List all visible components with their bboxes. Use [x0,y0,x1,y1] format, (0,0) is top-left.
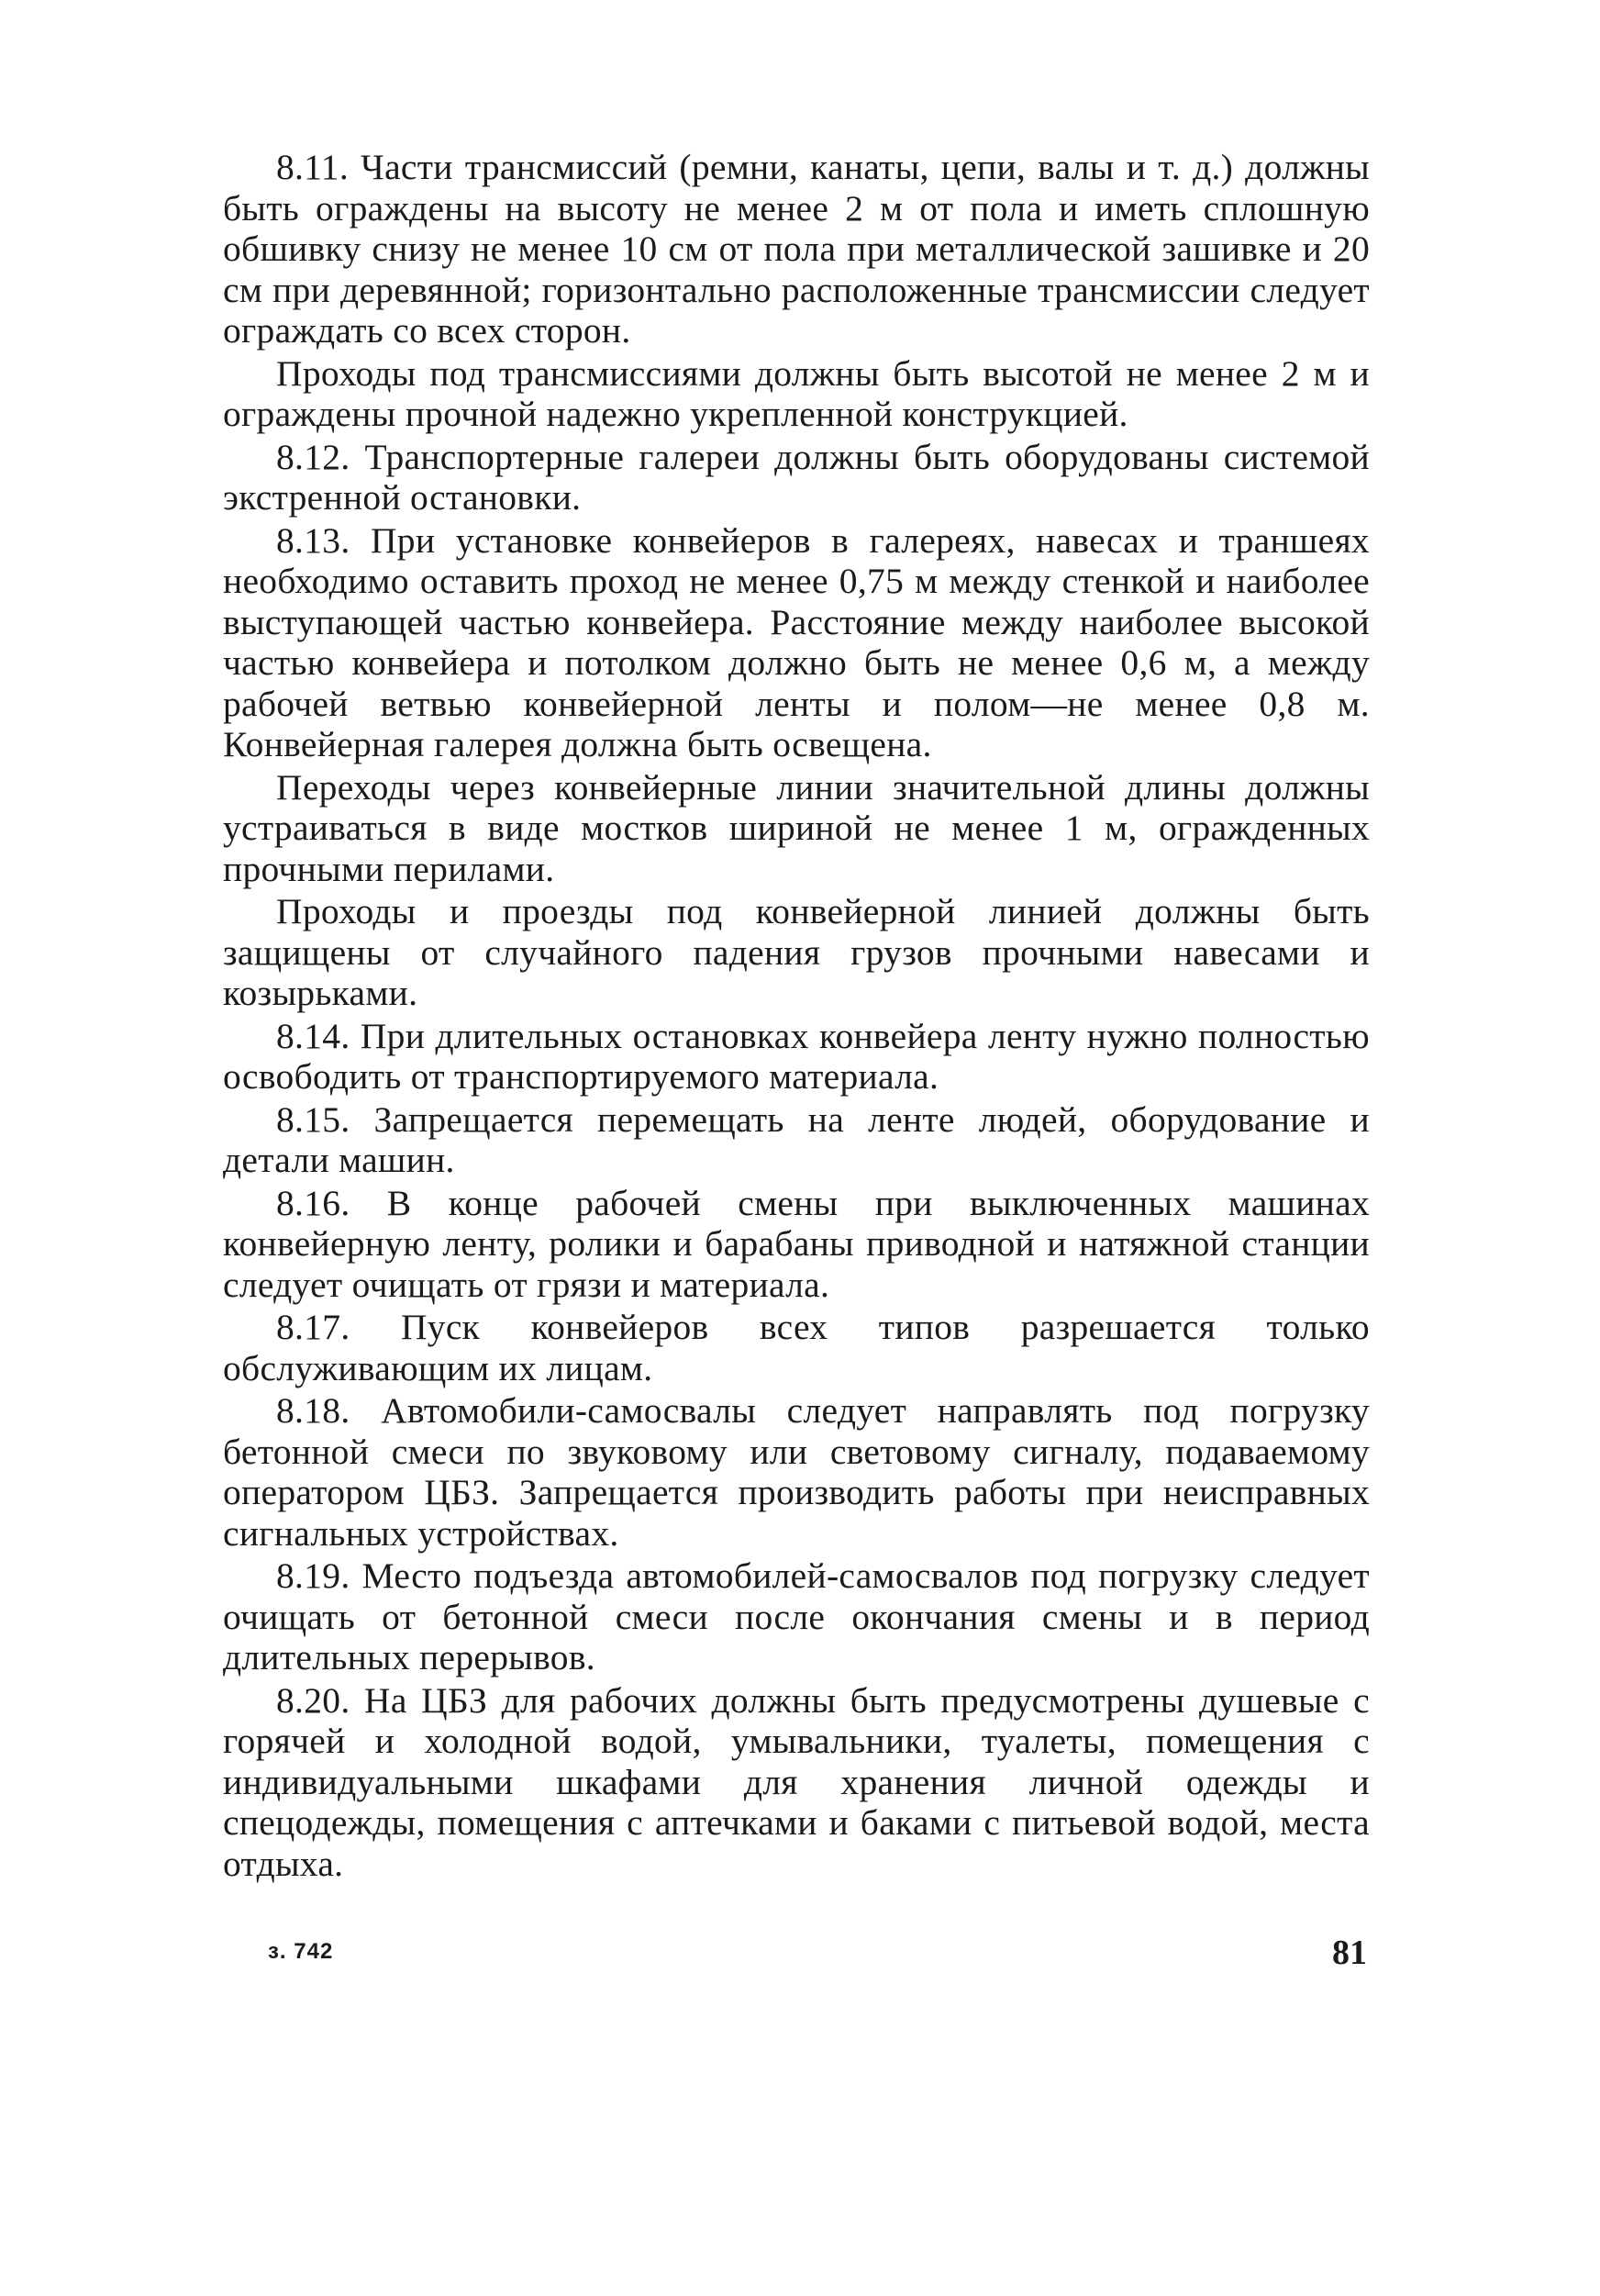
paragraph-8-17: 8.17. Пуск конвейеров всех типов разрешается только обслуживающим их лицам. [223,1307,1370,1388]
paragraph-8-12: 8.12. Транспортерные галереи должны быть оборудованы системой экстренной остановки. [223,436,1370,518]
paragraph-8-19: 8.19. Место подъезда автомобилей-самосвалов под погрузку следует очищать от бетонной смеси после окончания смены и в период длительных перерывов. [223,1555,1370,1677]
paragraph-8-11: 8.11. Части трансмиссий (ремни, канаты, цепи, валы и т. д.) должны быть ограждены на высоту не менее 2 м от пола и иметь сплошную обшивку снизу не менее 10 см от пола при металлической зашивке и 20 см при деревянной; горизонтально расположенные трансмиссии следует ограждать со всех сторон. [223,147,1370,351]
page-number: 81 [1332,1934,1367,1972]
paragraph-8-15: 8.15. Запрещается перемещать на ленте людей, оборудование и детали машин. [223,1098,1370,1180]
paragraph-8-16: 8.16. В конце рабочей смены при выключенных машинах конвейерную ленту, ролики и барабаны приводной и натяжной станции следует очищать от грязи и материала. [223,1182,1370,1305]
paragraph-8-20: 8.20. На ЦБЗ для рабочих должны быть предусмотрены душевые с горячей и холодной водой, умывальники, туалеты, помещения с индивидуальными шкафами для хранения личной одежды и спецодежды, помещения с аптечками и баками с питьевой водой, места отдыха. [223,1679,1370,1884]
paragraph-8-13-passages: Проходы и проезды под конвейерной линией должны быть защищены от случайного падения грузов прочными навесами и козырьками. [223,891,1370,1013]
paragraph-8-13-crossings: Переходы через конвейерные линии значительной длины должны устраиваться в виде мостков шириной не менее 1 м, огражденных прочными перилами. [223,766,1370,889]
paragraph-8-13: 8.13. При установке конвейеров в галереях, навесах и траншеях необходимо оставить проход не менее 0,75 м между стенкой и наиболее выступающей частью конвейера. Расстояние между наиболее высокой частью конвейера и потолком должно быть не менее 0,6 м, а между рабочей ветвью конвейерной ленты и полом—не менее 0,8 м. Конвейерная галерея должна быть освещена. [223,519,1370,764]
paragraph-8-18: 8.18. Автомобили-самосвалы следует направлять под погрузку бетонной смеси по звуковому или световому сигналу, подаваемому оператором ЦБЗ. Запрещается производить работы при неисправных сигнальных устройствах. [223,1390,1370,1554]
page-footer [0,1934,1600,1975]
text-body [223,147,1370,1886]
order-mark: з. 742 [268,1939,334,1964]
paragraph-8-14: 8.14. При длительных остановках конвейера ленту нужно полностью освободить от транспортируемого материала. [223,1015,1370,1097]
paragraph-8-11-passages: Проходы под трансмиссиями должны быть высотой не менее 2 м и ограждены прочной надежно укрепленной конструкцией. [223,352,1370,434]
